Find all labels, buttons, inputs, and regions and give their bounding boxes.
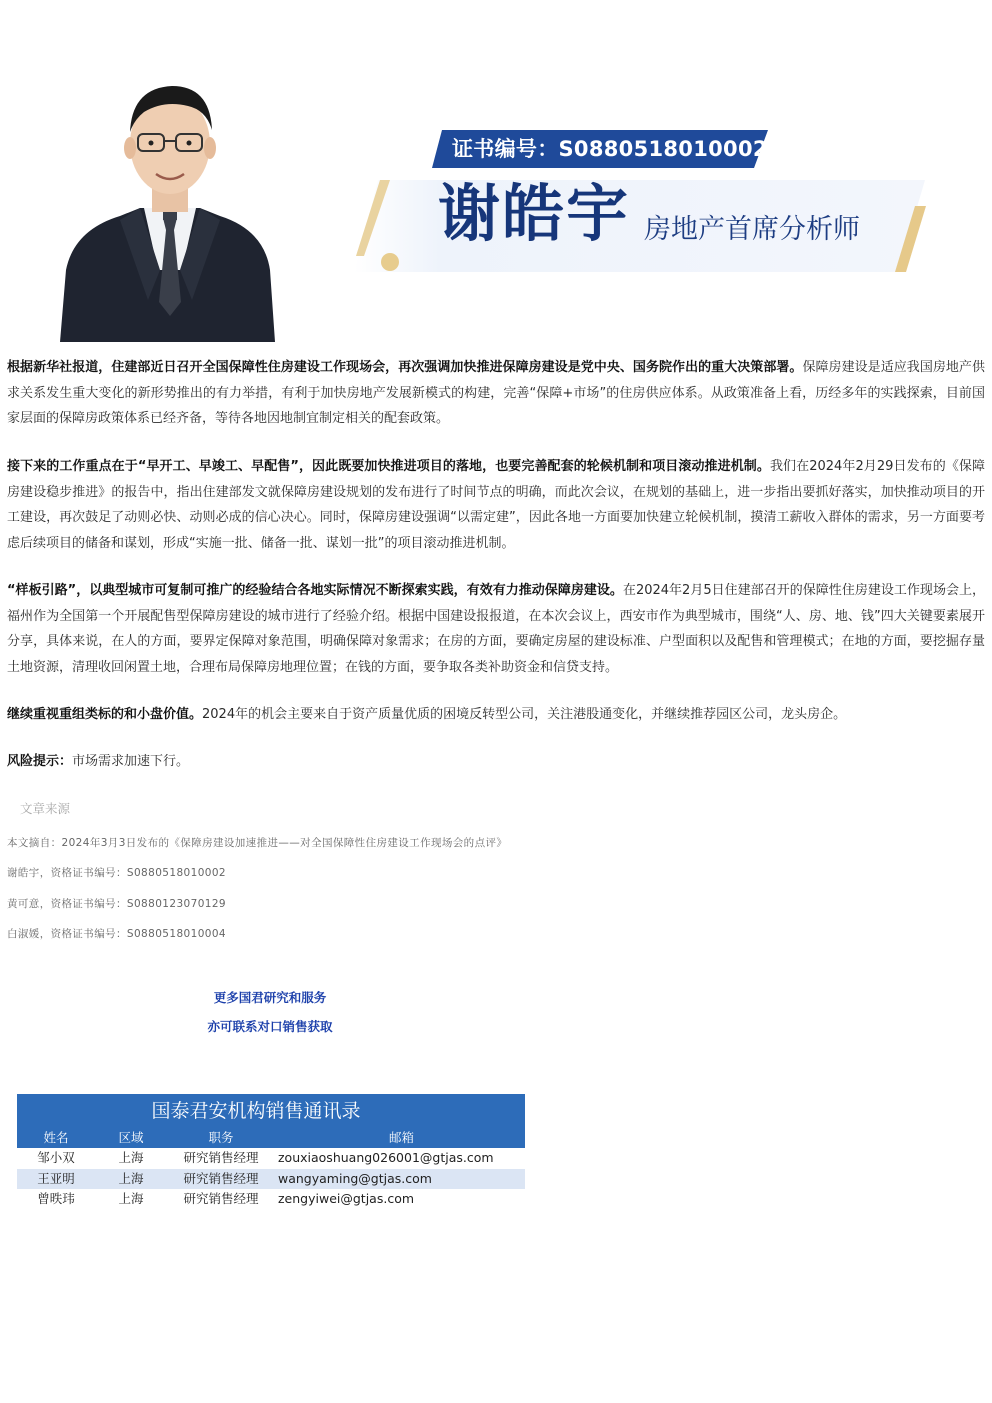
paragraph-lead: 接下来的工作重点在于“早开工、早竣工、早配售”，因此既要加快推进项目的落地，也要完善配套的轮候机制和项目滚动推进机制。 <box>7 459 770 474</box>
contact-email[interactable]: zengyiwei@gtjas.com <box>278 1191 415 1206</box>
table-title: 国泰君安机构销售通讯录 <box>17 1094 525 1128</box>
more-research-link[interactable]: 更多国君研究和服务 <box>213 990 327 1005</box>
contact-name: 王亚明 <box>37 1170 75 1186</box>
table-row <box>17 1189 525 1210</box>
paragraph-body: 我们在2024年2月29日发布的《保障房建设稳步推进》的报告中，指出住建部发文就保障房建设规划的发布进行了时间节点的明确，而此次会议，在规划的基础上，进一步指出要抓好落实，加快推动项目的开工建设，再次鼓足了动则必快、动则必成的信心决心。同时，保障房建设强调“以需定建”，因此各地一方面要加快建立轮候机制，摸清工薪收入群体的需求，另一方面要考虑后续项目的储备和谋划，形成“实施一批、储备一批、谋划一批”的项目滚动推进机制。 <box>7 459 986 551</box>
source-line: 本文摘自：2024年3月3日发布的《保障房建设加速推进——对全国保障性住房建设工作现场会的点评》 <box>7 837 508 849</box>
paragraph-body: 在2024年2月5日住建部召开的保障性住房建设工作现场会上，福州作为全国第一个开展配售型保障房建设的城市进行了经验介绍。根据中国建设报报道，在本次会议上，西安市作为典型城市，围绕“人、房、地、钱”四大关键要素展开分享，具体来说，在人的方面，要界定保障对象范围，明确保障对象需求；在房的方面，要确定房屋的建设标准、户型面积以及配售和管理模式；在地的方面，要挖掘存量土地资源，清理收回闲置土地，合理布局保障房地理位置；在钱的方面，要争取各类补助资金和信贷支持。 <box>7 583 985 675</box>
contact-position: 研究销售经理 <box>183 1191 259 1206</box>
contact-name: 邹小双 <box>37 1150 75 1165</box>
certificate-number: 证书编号：S0880518010002 <box>452 137 768 161</box>
sales-contact-table <box>17 1094 525 1210</box>
paragraph-body: 保障房建设是适应我国房地产供求关系发生重大变化的新形势推出的有力举措，有利于加快房地产发展新模式的构建，完善“保障+市场”的住房供应体系。从政策准备上看，历经多年的实践探索，目前国家层面的保障房政策体系已经齐备，等待各地因地制宜制定相关的配套政策。 <box>7 360 985 426</box>
paragraph-lead: 根据新华社报道，住建部近日召开全国保障性住房建设工作现场会，再次强调加快推进保障房建设是党中央、国务院作出的重大决策部署。 <box>7 360 803 375</box>
table-row <box>17 1169 525 1190</box>
contact-position: 研究销售经理 <box>183 1170 259 1186</box>
paragraph-lead: 风险提示： <box>7 754 73 769</box>
paragraph-body: 市场需求加速下行。 <box>72 754 190 769</box>
analyst-portrait <box>60 70 275 342</box>
paragraph-lead: 继续重视重组类标的和小盘价值。 <box>7 707 203 722</box>
column-header-name: 姓名 <box>43 1130 69 1145</box>
contact-name: 曾昳玮 <box>37 1191 75 1206</box>
contact-position: 研究销售经理 <box>183 1150 259 1165</box>
contact-sales-link[interactable]: 亦可联系对口销售获取 <box>207 1019 333 1034</box>
contact-email[interactable]: zouxiaoshuang026001@gtjas.com <box>278 1150 494 1165</box>
paragraph-model-cities <box>7 578 985 680</box>
column-header-email: 邮箱 <box>388 1130 414 1145</box>
column-header-region: 区域 <box>118 1130 144 1145</box>
analyst-title: 房地产首席分析师 <box>644 214 860 245</box>
contact-email[interactable]: wangyaming@gtjas.com <box>278 1170 432 1186</box>
paragraph-recommendation <box>7 702 985 728</box>
source-line: 黄可意，资格证书编号：S0880123070129 <box>7 898 227 910</box>
contact-region: 上海 <box>118 1170 144 1186</box>
analyst-banner <box>0 0 992 345</box>
paragraph-policy <box>7 355 985 432</box>
paragraph-lead: “样板引路”，以典型城市可复制可推广的经验结合各地实际情况不断探索实践，有效有力推动保障房建设。 <box>7 583 623 598</box>
paragraph-risk <box>7 749 985 775</box>
contact-region: 上海 <box>118 1150 144 1165</box>
source-heading: 文章来源 <box>20 801 71 816</box>
contact-region: 上海 <box>118 1191 144 1206</box>
table-row <box>17 1148 525 1169</box>
column-header-position: 职务 <box>208 1130 234 1145</box>
source-line: 谢皓宇，资格证书编号：S0880518010002 <box>7 867 227 879</box>
source-line: 白淑媛，资格证书编号：S0880518010004 <box>7 928 227 940</box>
paragraph-work-focus <box>7 454 985 556</box>
analyst-name: 谢皓宇 <box>438 177 631 250</box>
table-header-row <box>17 1128 525 1148</box>
paragraph-body: 2024年的机会主要来自于资产质量优质的困境反转型公司，关注港股通变化，并继续推荐园区公司，龙头房企。 <box>202 707 847 722</box>
